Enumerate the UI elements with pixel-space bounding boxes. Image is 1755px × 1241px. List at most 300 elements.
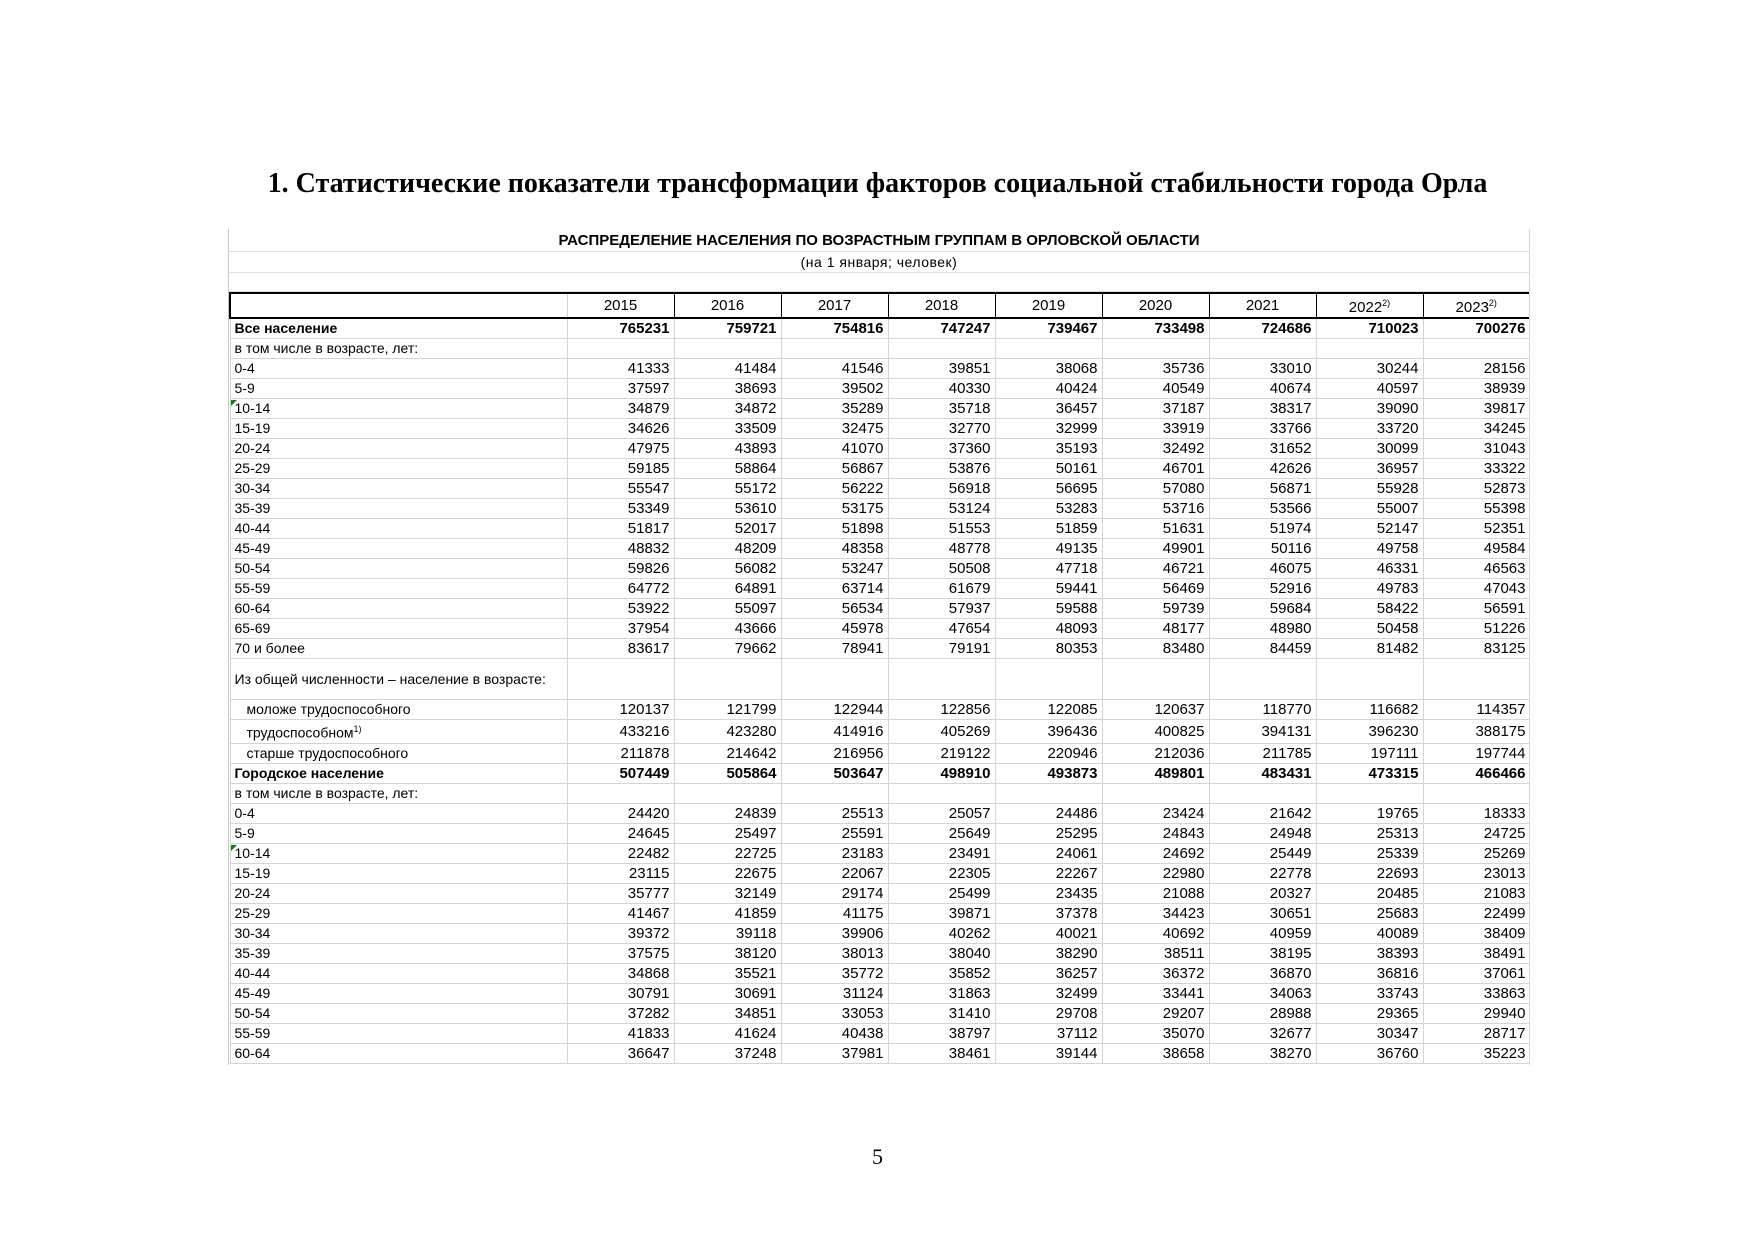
value-cell (567, 659, 674, 700)
year-header (1316, 293, 1423, 318)
row-label: 25-29 (234, 460, 271, 476)
value-cell: 40424 (995, 379, 1102, 399)
year-label: 2018 (924, 297, 959, 314)
value-cell: 710023 (1316, 318, 1423, 339)
population-table (229, 292, 1530, 1064)
row-label-cell (230, 519, 567, 539)
value-cell: 47654 (888, 619, 995, 639)
value-cell: 29174 (781, 883, 888, 903)
value-cell: 59185 (567, 459, 674, 479)
value-cell: 28156 (1423, 359, 1530, 379)
value-cell: 118770 (1209, 700, 1316, 720)
row-label: 55-59 (234, 1024, 271, 1041)
value-cell: 40597 (1316, 379, 1423, 399)
value-cell: 38013 (781, 943, 888, 963)
value-cell: 22675 (674, 863, 781, 883)
value-cell (888, 659, 995, 700)
row-label-cell (230, 720, 567, 744)
value-cell: 59684 (1209, 599, 1316, 619)
table-row (230, 379, 1530, 399)
table-row (230, 923, 1530, 943)
table-row (230, 439, 1530, 459)
value-cell: 22305 (888, 863, 995, 883)
value-cell: 32770 (888, 419, 995, 439)
value-cell: 122085 (995, 700, 1102, 720)
table-row (230, 619, 1530, 639)
value-cell: 765231 (567, 318, 674, 339)
value-cell: 41467 (567, 903, 674, 923)
value-cell: 40549 (1102, 379, 1209, 399)
value-cell: 42626 (1209, 459, 1316, 479)
value-cell: 33766 (1209, 419, 1316, 439)
value-cell: 37981 (781, 1043, 888, 1063)
spacer-row (229, 273, 1529, 292)
value-cell: 22980 (1102, 863, 1209, 883)
row-label-cell (230, 419, 567, 439)
row-label-cell (230, 339, 567, 359)
row-label: 50-54 (234, 560, 271, 576)
header-row (230, 293, 1530, 318)
value-cell: 55007 (1316, 499, 1423, 519)
value-cell: 41484 (674, 359, 781, 379)
row-label: Городское население (234, 764, 384, 781)
value-cell: 23115 (567, 863, 674, 883)
value-cell: 24061 (995, 843, 1102, 863)
value-cell: 30691 (674, 983, 781, 1003)
value-cell: 83617 (567, 639, 674, 659)
row-label: 15-19 (234, 420, 271, 436)
value-cell: 121799 (674, 700, 781, 720)
value-cell: 49135 (995, 539, 1102, 559)
value-cell: 41175 (781, 903, 888, 923)
value-cell: 24725 (1423, 823, 1530, 843)
value-cell: 25649 (888, 823, 995, 843)
value-cell: 197744 (1423, 743, 1530, 763)
value-cell: 53610 (674, 499, 781, 519)
row-label: трудоспособном (246, 724, 354, 741)
value-cell: 35289 (781, 399, 888, 419)
value-cell: 52873 (1423, 479, 1530, 499)
year-label: 2019 (1031, 297, 1066, 314)
value-cell: 38290 (995, 943, 1102, 963)
value-cell: 41833 (567, 1023, 674, 1043)
value-cell (1423, 783, 1530, 803)
row-label-cell (230, 479, 567, 499)
year-header (674, 293, 781, 318)
table-row (230, 720, 1530, 744)
value-cell: 39502 (781, 379, 888, 399)
value-cell: 733498 (1102, 318, 1209, 339)
value-cell: 29940 (1423, 1003, 1530, 1023)
value-cell: 36257 (995, 963, 1102, 983)
value-cell: 36457 (995, 399, 1102, 419)
table-row (230, 700, 1530, 720)
value-cell: 34063 (1209, 983, 1316, 1003)
row-label: 60-64 (234, 1044, 271, 1061)
row-label: 50-54 (234, 1004, 271, 1021)
value-cell: 37187 (1102, 399, 1209, 419)
value-cell: 50116 (1209, 539, 1316, 559)
value-cell: 21642 (1209, 803, 1316, 823)
row-label-cell (230, 903, 567, 923)
footnote-marker: 2) (1488, 298, 1497, 308)
value-cell (781, 659, 888, 700)
table-row (230, 599, 1530, 619)
value-cell: 38393 (1316, 943, 1423, 963)
value-cell: 50161 (995, 459, 1102, 479)
value-cell: 58864 (674, 459, 781, 479)
row-label-cell (230, 659, 567, 700)
value-cell: 50458 (1316, 619, 1423, 639)
value-cell: 37248 (674, 1043, 781, 1063)
row-label: 20-24 (234, 440, 271, 456)
value-cell: 24486 (995, 803, 1102, 823)
value-cell: 56918 (888, 479, 995, 499)
row-label-cell (230, 399, 567, 419)
value-cell: 33509 (674, 419, 781, 439)
row-label-cell (230, 823, 567, 843)
value-cell: 49901 (1102, 539, 1209, 559)
row-label-cell (230, 579, 567, 599)
value-cell: 53124 (888, 499, 995, 519)
value-cell: 433216 (567, 720, 674, 744)
value-cell: 38461 (888, 1043, 995, 1063)
value-cell: 33743 (1316, 983, 1423, 1003)
value-cell: 48778 (888, 539, 995, 559)
value-cell: 53349 (567, 499, 674, 519)
table-row (230, 963, 1530, 983)
value-cell: 36870 (1209, 963, 1316, 983)
value-cell: 35777 (567, 883, 674, 903)
year-label: 2017 (817, 297, 852, 314)
value-cell: 489801 (1102, 763, 1209, 783)
value-cell: 58422 (1316, 599, 1423, 619)
table-row (230, 318, 1530, 339)
value-cell (781, 339, 888, 359)
value-cell: 36816 (1316, 963, 1423, 983)
value-cell (567, 339, 674, 359)
value-cell: 18333 (1423, 803, 1530, 823)
value-cell: 51859 (995, 519, 1102, 539)
value-cell: 38939 (1423, 379, 1530, 399)
row-label: 45-49 (234, 540, 271, 556)
value-cell: 59588 (995, 599, 1102, 619)
value-cell: 33053 (781, 1003, 888, 1023)
value-cell: 400825 (1102, 720, 1209, 744)
value-cell (1102, 339, 1209, 359)
value-cell: 80353 (995, 639, 1102, 659)
value-cell: 39906 (781, 923, 888, 943)
value-cell: 47975 (567, 439, 674, 459)
value-cell: 25269 (1423, 843, 1530, 863)
value-cell: 36647 (567, 1043, 674, 1063)
value-cell: 83125 (1423, 639, 1530, 659)
value-cell: 36760 (1316, 1043, 1423, 1063)
value-cell: 43666 (674, 619, 781, 639)
value-cell: 53247 (781, 559, 888, 579)
value-cell: 38195 (1209, 943, 1316, 963)
value-cell: 34872 (674, 399, 781, 419)
value-cell: 31863 (888, 983, 995, 1003)
footnote-marker: 1) (353, 724, 362, 734)
value-cell: 394131 (1209, 720, 1316, 744)
row-label-cell (230, 1023, 567, 1043)
row-label: 55-59 (234, 580, 271, 596)
value-cell: 45978 (781, 619, 888, 639)
value-cell (1423, 659, 1530, 700)
value-cell: 30244 (1316, 359, 1423, 379)
value-cell: 52147 (1316, 519, 1423, 539)
value-cell: 48980 (1209, 619, 1316, 639)
row-label: 65-69 (234, 620, 271, 636)
value-cell (995, 783, 1102, 803)
table-row (230, 783, 1530, 803)
value-cell: 29708 (995, 1003, 1102, 1023)
value-cell: 22693 (1316, 863, 1423, 883)
value-cell: 211785 (1209, 743, 1316, 763)
row-label-cell (230, 863, 567, 883)
value-cell: 64772 (567, 579, 674, 599)
value-cell (674, 783, 781, 803)
value-cell: 46701 (1102, 459, 1209, 479)
value-cell: 39372 (567, 923, 674, 943)
page-number: 5 (872, 1144, 883, 1169)
value-cell: 24843 (1102, 823, 1209, 843)
value-cell: 56082 (674, 559, 781, 579)
value-cell: 51898 (781, 519, 888, 539)
value-cell: 30791 (567, 983, 674, 1003)
value-cell: 114357 (1423, 700, 1530, 720)
table-row (230, 459, 1530, 479)
value-cell: 46721 (1102, 559, 1209, 579)
value-cell: 39871 (888, 903, 995, 923)
value-cell: 53922 (567, 599, 674, 619)
value-cell: 214642 (674, 743, 781, 763)
value-cell: 38317 (1209, 399, 1316, 419)
value-cell: 40674 (1209, 379, 1316, 399)
row-label-cell (230, 1003, 567, 1023)
value-cell: 37575 (567, 943, 674, 963)
value-cell: 700276 (1423, 318, 1530, 339)
table-row (230, 479, 1530, 499)
value-cell: 754816 (781, 318, 888, 339)
row-label-cell (230, 359, 567, 379)
value-cell: 466466 (1423, 763, 1530, 783)
value-cell (1209, 339, 1316, 359)
footnote-marker: 2) (1382, 298, 1391, 308)
value-cell: 38797 (888, 1023, 995, 1043)
value-cell: 53876 (888, 459, 995, 479)
row-label: моложе трудоспособного (246, 701, 411, 717)
value-cell (781, 783, 888, 803)
value-cell: 25057 (888, 803, 995, 823)
row-label-cell (230, 1043, 567, 1063)
year-label: 2016 (710, 297, 745, 314)
table-row (230, 903, 1530, 923)
row-label-cell (230, 459, 567, 479)
value-cell: 33010 (1209, 359, 1316, 379)
value-cell: 59826 (567, 559, 674, 579)
table-row (230, 579, 1530, 599)
value-cell: 33322 (1423, 459, 1530, 479)
row-label: Все население (234, 320, 338, 336)
value-cell: 48832 (567, 539, 674, 559)
value-cell: 33441 (1102, 983, 1209, 1003)
value-cell: 55547 (567, 479, 674, 499)
value-cell: 473315 (1316, 763, 1423, 783)
value-cell: 23435 (995, 883, 1102, 903)
value-cell: 25591 (781, 823, 888, 843)
value-cell: 25497 (674, 823, 781, 843)
value-cell: 507449 (567, 763, 674, 783)
value-cell: 34879 (567, 399, 674, 419)
row-label: 0-4 (234, 360, 255, 376)
page-heading: 1. Статистические показатели трансформации факторов социальной стабильности города Орла (267, 168, 1488, 199)
value-cell: 35070 (1102, 1023, 1209, 1043)
table-row (230, 743, 1530, 763)
value-cell (1316, 339, 1423, 359)
table-row (230, 399, 1530, 419)
value-cell: 19765 (1316, 803, 1423, 823)
row-label: 30-34 (234, 480, 271, 496)
value-cell: 35193 (995, 439, 1102, 459)
value-cell: 22725 (674, 843, 781, 863)
value-cell: 23424 (1102, 803, 1209, 823)
row-label-cell (230, 439, 567, 459)
row-label: 35-39 (234, 944, 271, 961)
value-cell: 34626 (567, 419, 674, 439)
value-cell: 34851 (674, 1003, 781, 1023)
value-cell: 78941 (781, 639, 888, 659)
value-cell: 40089 (1316, 923, 1423, 943)
row-label: 40-44 (234, 964, 271, 981)
row-label-cell (230, 843, 567, 863)
row-label: 60-64 (234, 600, 271, 616)
value-cell: 220946 (995, 743, 1102, 763)
value-cell: 25683 (1316, 903, 1423, 923)
value-cell: 84459 (1209, 639, 1316, 659)
value-cell: 31410 (888, 1003, 995, 1023)
value-cell: 483431 (1209, 763, 1316, 783)
row-label-cell (230, 803, 567, 823)
value-cell: 41333 (567, 359, 674, 379)
value-cell: 32149 (674, 883, 781, 903)
value-cell: 120637 (1102, 700, 1209, 720)
value-cell: 37597 (567, 379, 674, 399)
value-cell: 59441 (995, 579, 1102, 599)
value-cell: 40330 (888, 379, 995, 399)
value-cell (1316, 783, 1423, 803)
value-cell: 396230 (1316, 720, 1423, 744)
value-cell: 48093 (995, 619, 1102, 639)
value-cell: 22499 (1423, 903, 1530, 923)
table-row (230, 763, 1530, 783)
value-cell: 25513 (781, 803, 888, 823)
value-cell: 46563 (1423, 559, 1530, 579)
row-label: 35-39 (234, 500, 271, 516)
value-cell: 40692 (1102, 923, 1209, 943)
year-header (995, 293, 1102, 318)
value-cell: 37282 (567, 1003, 674, 1023)
value-cell: 724686 (1209, 318, 1316, 339)
value-cell: 25295 (995, 823, 1102, 843)
value-cell: 41546 (781, 359, 888, 379)
value-cell: 49758 (1316, 539, 1423, 559)
value-cell: 33720 (1316, 419, 1423, 439)
value-cell: 739467 (995, 318, 1102, 339)
value-cell: 21083 (1423, 883, 1530, 903)
value-cell: 20327 (1209, 883, 1316, 903)
value-cell: 211878 (567, 743, 674, 763)
value-cell: 120137 (567, 700, 674, 720)
table-row (230, 1023, 1530, 1043)
value-cell: 38658 (1102, 1043, 1209, 1063)
year-label: 2021 (1245, 297, 1280, 314)
row-label-cell (230, 883, 567, 903)
value-cell (1423, 339, 1530, 359)
value-cell: 38040 (888, 943, 995, 963)
value-cell: 759721 (674, 318, 781, 339)
value-cell: 40021 (995, 923, 1102, 943)
value-cell: 56867 (781, 459, 888, 479)
value-cell: 81482 (1316, 639, 1423, 659)
table-row (230, 359, 1530, 379)
value-cell: 23491 (888, 843, 995, 863)
value-cell: 28717 (1423, 1023, 1530, 1043)
value-cell: 24645 (567, 823, 674, 843)
table-row (230, 539, 1530, 559)
value-cell: 51553 (888, 519, 995, 539)
value-cell: 41624 (674, 1023, 781, 1043)
value-cell: 37378 (995, 903, 1102, 923)
value-cell: 505864 (674, 763, 781, 783)
value-cell: 396436 (995, 720, 1102, 744)
value-cell: 35223 (1423, 1043, 1530, 1063)
row-label: 45-49 (234, 984, 271, 1001)
value-cell: 22267 (995, 863, 1102, 883)
row-label: 10-14 (234, 844, 271, 861)
value-cell: 52017 (674, 519, 781, 539)
row-label-cell (230, 639, 567, 659)
row-label: 5-9 (234, 380, 255, 396)
value-cell: 25339 (1316, 843, 1423, 863)
value-cell: 22482 (567, 843, 674, 863)
header-label-cell (230, 293, 567, 318)
value-cell: 43893 (674, 439, 781, 459)
year-header (1423, 293, 1530, 318)
value-cell: 25449 (1209, 843, 1316, 863)
value-cell: 25313 (1316, 823, 1423, 843)
value-cell (567, 783, 674, 803)
value-cell: 48209 (674, 539, 781, 559)
value-cell: 32677 (1209, 1023, 1316, 1043)
table-row (230, 659, 1530, 700)
row-label: 10-14 (234, 400, 271, 416)
value-cell (995, 659, 1102, 700)
value-cell: 38693 (674, 379, 781, 399)
year-header (781, 293, 888, 318)
value-cell: 37954 (567, 619, 674, 639)
value-cell: 39851 (888, 359, 995, 379)
table-row (230, 883, 1530, 903)
value-cell: 51974 (1209, 519, 1316, 539)
value-cell: 40438 (781, 1023, 888, 1043)
value-cell: 59739 (1102, 599, 1209, 619)
value-cell: 24692 (1102, 843, 1209, 863)
value-cell: 38511 (1102, 943, 1209, 963)
value-cell (1102, 659, 1209, 700)
value-cell: 55928 (1316, 479, 1423, 499)
